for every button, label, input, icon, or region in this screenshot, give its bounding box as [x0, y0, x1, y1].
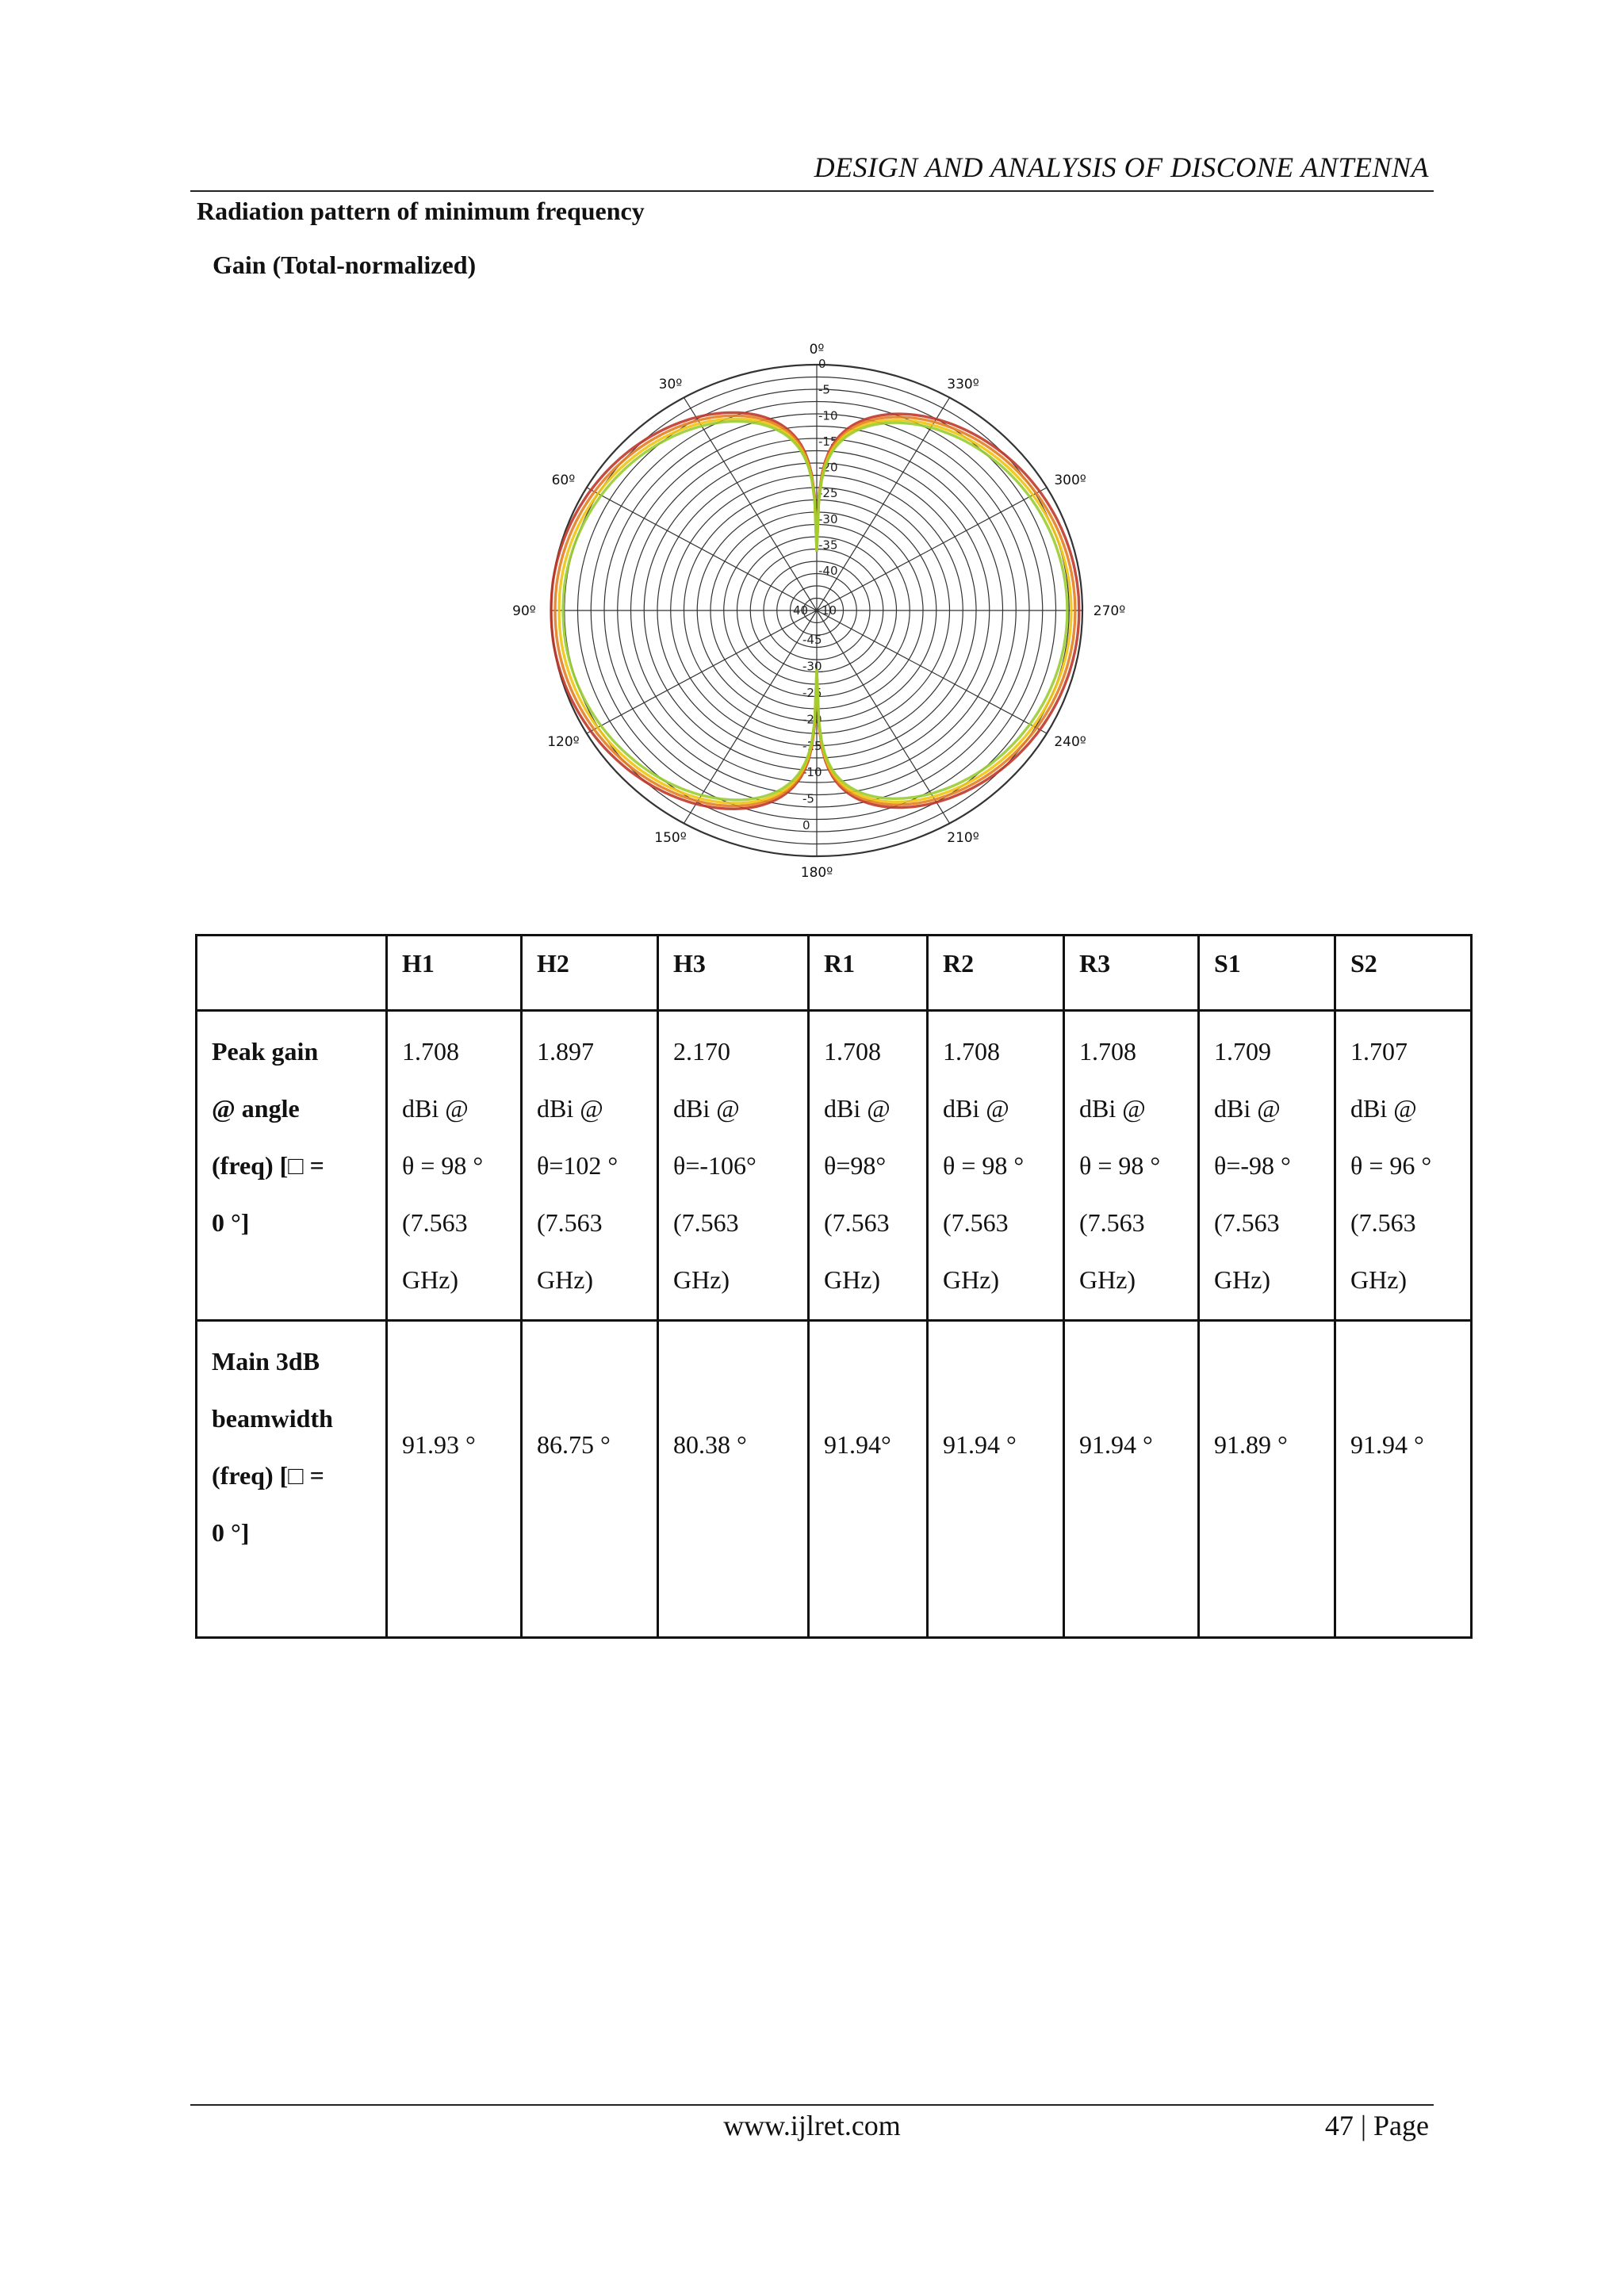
radial-tick-label: -40 — [818, 564, 838, 579]
column-header-s1: S1 — [1199, 936, 1335, 1011]
cell-line: θ = 98 ° — [1079, 1151, 1161, 1180]
cell-line: θ = 96 ° — [1350, 1151, 1432, 1180]
cell-line: θ=102 ° — [537, 1151, 619, 1180]
cell-line: 1.708 — [1079, 1037, 1136, 1066]
table-cell — [928, 1011, 1064, 1321]
cell-line: dBi @ — [537, 1094, 603, 1123]
cell-line: θ=98° — [824, 1151, 887, 1180]
chart-caption: Gain (Total-normalized) — [213, 251, 477, 279]
table-cell — [658, 1011, 809, 1321]
radial-tick-label: -5 — [802, 791, 814, 806]
table-cell — [1199, 1011, 1335, 1321]
column-header-s2: S2 — [1335, 936, 1472, 1011]
grid-spoke — [817, 488, 1047, 610]
row-label-line: beamwidth — [212, 1404, 333, 1433]
cell-line: dBi @ — [1350, 1094, 1417, 1123]
grid-spoke — [587, 610, 817, 733]
radial-tick-label: -30 — [802, 659, 822, 674]
cell-line: θ=-98 ° — [1214, 1151, 1291, 1180]
cell-line: 2.170 — [673, 1037, 730, 1066]
cell-line: θ = 98 ° — [402, 1151, 484, 1180]
table-cell: 91.94° — [809, 1321, 928, 1638]
angle-label: 90º — [512, 603, 536, 619]
table-cell — [1064, 1011, 1199, 1321]
radial-tick-label: -15 — [802, 738, 822, 753]
radial-tick-label: -10 — [802, 765, 822, 780]
cell-line: (7.563 — [1214, 1208, 1280, 1237]
radiation-pattern-chart — [492, 341, 1142, 888]
angle-label: 120º — [547, 734, 580, 750]
column-header-h1: H1 — [387, 936, 522, 1011]
row-label — [197, 1011, 387, 1321]
footer-url: www.ijlret.com — [723, 2110, 901, 2141]
radial-tick-label: -25 — [802, 685, 822, 700]
table-cell: 80.38 ° — [658, 1321, 809, 1638]
table-cell: 91.94 ° — [1335, 1321, 1472, 1638]
cell-line: dBi @ — [824, 1094, 891, 1123]
table-header-row — [197, 936, 1472, 1011]
cell-line: (7.563 — [1079, 1208, 1145, 1237]
angle-label: 240º — [1054, 734, 1086, 750]
cell-line: dBi @ — [943, 1094, 1009, 1123]
page-number: 47 | Page — [1324, 2110, 1429, 2141]
cell-line: (7.563 — [824, 1208, 890, 1237]
polar-plot-svg — [492, 341, 1142, 888]
radial-tick-label: -25 — [818, 486, 838, 501]
grid-spoke — [817, 610, 950, 823]
table-row-beamwidth — [197, 1321, 1472, 1638]
angle-label: 300º — [1054, 473, 1086, 488]
table-cell: 86.75 ° — [522, 1321, 658, 1638]
angle-label: 180º — [800, 865, 833, 881]
cell-line: 1.708 — [402, 1037, 459, 1066]
cell-line: 1.708 — [824, 1037, 881, 1066]
radial-tick-label: -5 — [818, 382, 830, 397]
radial-tick-label: -30 — [818, 511, 838, 526]
row-label-line: 0 °] — [212, 1518, 250, 1547]
table-cell — [522, 1011, 658, 1321]
cell-line: dBi @ — [1214, 1094, 1281, 1123]
cell-line: GHz) — [402, 1265, 459, 1294]
cell-line: θ=-106° — [673, 1151, 756, 1180]
cell-line: (7.563 — [943, 1208, 1009, 1237]
column-header-r3: R3 — [1064, 936, 1199, 1011]
cell-line: GHz) — [943, 1265, 1000, 1294]
radial-tick-label: -45 — [802, 633, 822, 647]
table-cell — [1335, 1011, 1472, 1321]
grid-spoke — [684, 610, 818, 823]
row-label-line: (freq) [□ = — [212, 1151, 324, 1180]
cell-line: dBi @ — [402, 1094, 469, 1123]
center-tick-label: 10 — [822, 603, 837, 618]
table-cell: 91.94 ° — [928, 1321, 1064, 1638]
column-header-h3: H3 — [658, 936, 809, 1011]
table-cell: 91.94 ° — [1064, 1321, 1199, 1638]
running-header: DESIGN AND ANALYSIS OF DISCONE ANTENNA — [814, 151, 1429, 183]
column-header-h2: H2 — [522, 936, 658, 1011]
table-cell — [387, 1011, 522, 1321]
radial-tick-label: -10 — [818, 408, 838, 423]
grid-spoke — [684, 398, 818, 610]
cell-line: (7.563 — [537, 1208, 603, 1237]
table-cell: 91.89 ° — [1199, 1321, 1335, 1638]
grid-spoke — [817, 610, 1047, 733]
cell-line: GHz) — [1214, 1265, 1271, 1294]
angle-label: 60º — [551, 473, 576, 488]
radial-tick-label: -20 — [802, 712, 822, 727]
footer-divider — [190, 2104, 1434, 2106]
gain-table — [195, 934, 1473, 1639]
cell-line: dBi @ — [673, 1094, 740, 1123]
radial-tick-label: 0 — [818, 357, 826, 371]
cell-line: dBi @ — [1079, 1094, 1146, 1123]
radial-tick-label: -15 — [818, 434, 838, 449]
cell-line: GHz) — [1350, 1265, 1408, 1294]
cell-line: θ = 98 ° — [943, 1151, 1025, 1180]
cell-line: (7.563 — [673, 1208, 739, 1237]
angle-label: 270º — [1093, 603, 1126, 619]
grid-spoke — [587, 488, 817, 610]
cell-line: GHz) — [824, 1265, 881, 1294]
angle-label: 210º — [947, 829, 979, 846]
table-cell: 91.93 ° — [387, 1321, 522, 1638]
table-corner-cell — [197, 936, 387, 1011]
row-label-line: @ angle — [212, 1094, 300, 1123]
angle-label: 30º — [658, 377, 683, 393]
row-label-line: Peak gain — [212, 1037, 319, 1066]
header-divider — [190, 190, 1434, 192]
table-row-peak-gain — [197, 1011, 1472, 1321]
radial-tick-label: -20 — [818, 460, 838, 475]
angle-label: 150º — [654, 829, 687, 846]
angle-label: 0º — [809, 342, 825, 358]
grid-spoke — [817, 398, 950, 610]
column-header-r1: R1 — [809, 936, 928, 1011]
section-heading: Radiation pattern of minimum frequency — [197, 197, 645, 225]
center-tick-label: 40 — [793, 603, 809, 618]
cell-line: GHz) — [673, 1265, 730, 1294]
row-label-line: (freq) [□ = — [212, 1461, 324, 1490]
cell-line: 1.708 — [943, 1037, 1000, 1066]
cell-line: GHz) — [537, 1265, 594, 1294]
cell-line: 1.709 — [1214, 1037, 1271, 1066]
row-label-line: 0 °] — [212, 1208, 250, 1237]
radial-tick-label: -35 — [818, 538, 838, 553]
row-label — [197, 1321, 387, 1638]
cell-line: (7.563 — [1350, 1208, 1416, 1237]
column-header-r2: R2 — [928, 936, 1064, 1011]
cell-line: 1.897 — [537, 1037, 594, 1066]
table-cell — [809, 1011, 928, 1321]
cell-line: GHz) — [1079, 1265, 1136, 1294]
cell-line: (7.563 — [402, 1208, 468, 1237]
row-label-line: Main 3dB — [212, 1347, 320, 1376]
radial-tick-label: 0 — [802, 818, 810, 833]
angle-label: 330º — [947, 377, 979, 393]
cell-line: 1.707 — [1350, 1037, 1408, 1066]
